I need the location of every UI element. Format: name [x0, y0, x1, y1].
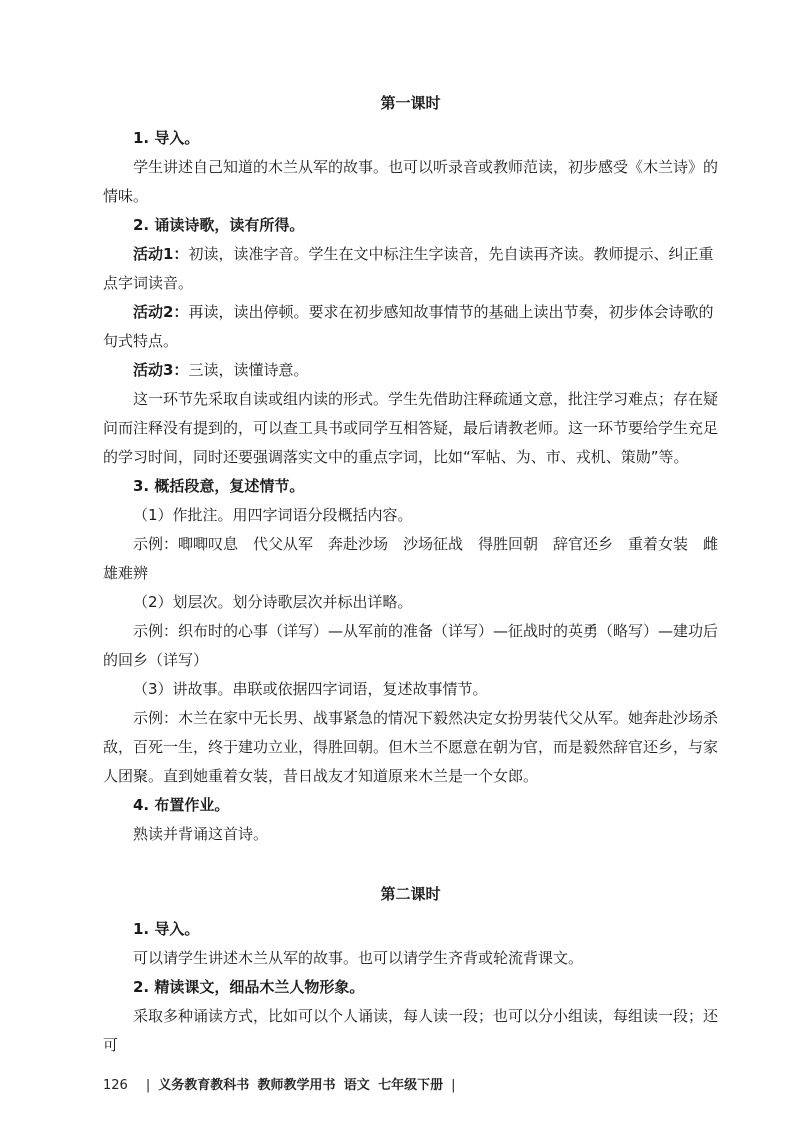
step3-storytelling: （3）讲故事。串联或依据四字词语，复述故事情节。 — [133, 680, 488, 698]
lesson1-section1-heading: 1. 导入。 — [133, 129, 200, 147]
lesson2-title: 第二课时 — [380, 885, 441, 903]
footer-separator-end: | — [451, 1078, 456, 1093]
activity1-paragraph — [103, 240, 718, 298]
footer-separator: | — [145, 1078, 151, 1093]
lesson2-section1-text: 可以请学生讲述木兰从军的故事。也可以请学生齐背或轮流背课文。 — [133, 949, 584, 967]
lesson2-section2-heading: 2. 精读课文，细品木兰人物形象。 — [133, 978, 365, 996]
lesson1-section3-heading: 3. 概括段意，复述情节。 — [133, 477, 305, 495]
lesson1-title: 第一课时 — [380, 94, 441, 112]
lesson2-section2-text: 采取多种诵读方式，比如可以个人诵读，每人读一段；也可以分小组读，每组读一段；还可 — [103, 1007, 719, 1054]
footer-grade: 七年级下册 — [378, 1078, 444, 1093]
footer-book: 教师教学用书 — [257, 1078, 336, 1093]
footer-subject: 语文 — [343, 1078, 370, 1093]
step1-example: 示例：唧唧叹息 代父从军 奔赴沙场 沙场征战 得胜回朝 辞官还乡 重着女装 雌雄难辨 — [103, 535, 719, 582]
lesson1-section2-heading: 2. 诵读诗歌，读有所得。 — [133, 216, 305, 234]
page-number: 126 — [103, 1078, 128, 1093]
activity3-explanation: 这一环节先采取自读或组内读的形式。学生先借助注释疏通文意，批注学习难点；存在疑问而注释没有提到的，可以查工具书或同学互相答疑，最后请教老师。这一环节要给学生充足的学习时间，同时还要强调落实文中的重点字词，比如“军帖、为、市、戎机、策勋”等。 — [103, 390, 719, 466]
page-footer — [103, 1076, 463, 1096]
activity3-paragraph — [103, 356, 718, 385]
step2-example: 示例：织布时的心事（详写）—从军前的准备（详写）—征战时的英勇（略写）—建功后的回乡（详写） — [103, 622, 719, 669]
lesson2-section1-heading: 1. 导入。 — [133, 920, 200, 938]
lesson1-section4-heading: 4. 布置作业。 — [133, 796, 230, 814]
activity3-text: 三读，读懂诗意。 — [188, 361, 309, 379]
activity2-text: 再读，读出停顿。要求在初步感知故事情节的基础上读出节奏，初步体会诗歌的句式特点。 — [103, 303, 714, 350]
step3-example: 示例：木兰在家中无长男、战事紧急的情况下毅然决定女扮男装代父从军。她奔赴沙场杀敌，百死一生，终于建功立业，得胜回朝。但木兰不愿意在朝为官，而是毅然辞官还乡，与家人团聚。直到她重着女装，昔日战友才知道原来木兰是一个女郎。 — [103, 709, 719, 785]
activity2-paragraph — [103, 298, 718, 356]
step2-layering: （2）划层次。划分诗歌层次并标出详略。 — [133, 593, 413, 611]
lesson1-section1-text: 学生讲述自己知道的木兰从军的故事。也可以听录音或教师范读，初步感受《木兰诗》的情味。 — [103, 158, 719, 205]
step1-annotate: （1）作批注。用四字词语分段概括内容。 — [133, 506, 413, 524]
lesson1-section4-text: 熟读并背诵这首诗。 — [133, 825, 269, 843]
activity3-label: 活动3： — [133, 361, 189, 379]
activity2-label: 活动2： — [133, 303, 189, 321]
activity1-text: 初读，读准字音。学生在文中标注生字读音，先自读再齐读。教师提示、纠正重点字词读音。 — [103, 245, 714, 292]
footer-series: 义务教育教科书 — [158, 1078, 250, 1093]
page-content — [103, 92, 718, 1060]
activity1-label: 活动1： — [133, 245, 189, 263]
